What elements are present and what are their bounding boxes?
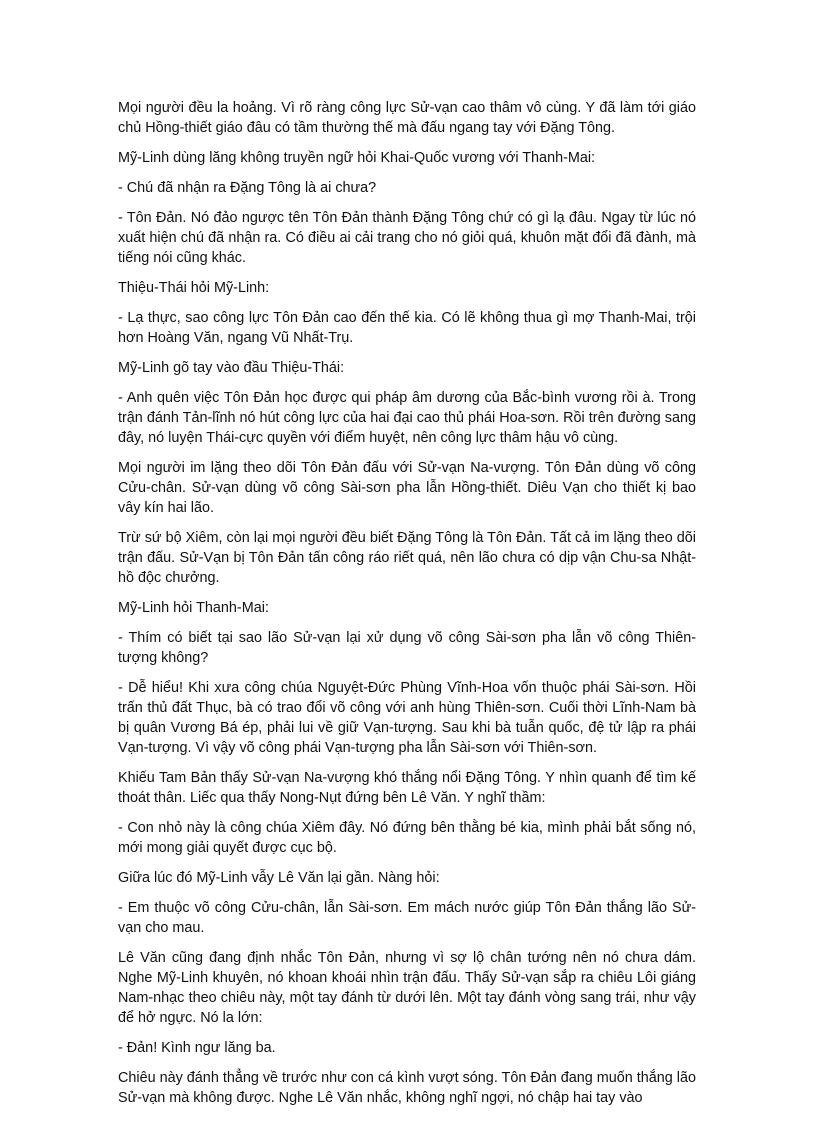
paragraph-3: - Chú đã nhận ra Đặng Tông là ai chưa? [118, 180, 377, 196]
paragraph-20: Chiêu này đánh thẳng về trước như con cá kình vượt sóng. Tôn Đản đang muốn thắng lão Sử-vạn mà không được. Nghe Lê Văn nhắc, không nghĩ ngợi, nó chập hai tay vào [118, 1070, 696, 1106]
paragraph-17: - Em thuộc võ công Cửu-chân, lẫn Sài-sơn. Em mách nước giúp Tôn Đản thắng lão Sử-vạn cho mau. [118, 900, 696, 936]
paragraph-2: Mỹ-Linh dùng lăng không truyền ngữ hỏi Khai-Quốc vương với Thanh-Mai: [118, 150, 596, 166]
paragraph-10: Trừ sứ bộ Xiêm, còn lại mọi người đều biết Đặng Tông là Tôn Đản. Tất cả im lặng theo dõi trận đấu. Sử-Vạn bị Tôn Đản tấn công ráo riết quá, nên lão chưa có dịp vận Chu-sa Nhật-hồ độc chưởng. [118, 530, 696, 586]
paragraph-6: - Lạ thực, sao công lực Tôn Đản cao đến thế kia. Có lẽ không thua gì mợ Thanh-Mai, trội hơn Hoàng Văn, ngang Vũ Nhất-Trụ. [118, 310, 696, 346]
paragraph-7: Mỹ-Linh gõ tay vào đầu Thiệu-Thái: [118, 360, 345, 376]
paragraph-11: Mỹ-Linh hỏi Thanh-Mai: [118, 600, 269, 616]
paragraph-18: Lê Văn cũng đang định nhắc Tôn Đản, nhưng vì sợ lộ chân tướng nên nó chưa dám. Nghe Mỹ-Linh khuyên, nó khoan khoái nhìn trận đấu. Thấy Sử-vạn sắp ra chiêu Lôi giáng Nam-nhạc theo chiêu này, một tay đánh từ dưới lên. Một tay đánh vòng sang trái, như vậy để hở ngực. Nó la lớn: [118, 950, 696, 1026]
paragraph-5: Thiệu-Thái hỏi Mỹ-Linh: [118, 280, 270, 296]
paragraph-19: - Đản! Kình ngư lăng ba. [118, 1040, 276, 1056]
paragraph-9: Mọi người im lặng theo dõi Tôn Đản đấu với Sử-vạn Na-vượng. Tôn Đản dùng võ công Cửu-chân. Sử-vạn dùng võ công Sài-sơn pha lẫn Hồng-thiết. Diêu Vạn cho thiết kị bao vây kín hai lão. [118, 460, 696, 516]
paragraph-12: - Thím có biết tại sao lão Sử-vạn lại xử dụng võ công Sài-sơn pha lẫn võ công Thiên-tượng không? [118, 630, 696, 666]
paragraph-1: Mọi người đều la hoảng. Vì rõ ràng công lực Sử-vạn cao thâm vô cùng. Y đã làm tới giáo chủ Hồng-thiết giáo đâu có tầm thường thế mà đấu ngang tay với Đặng Tông. [118, 100, 696, 136]
paragraph-4: - Tôn Đản. Nó đảo ngược tên Tôn Đản thành Đặng Tông chứ có gì lạ đâu. Ngay từ lúc nó xuất hiện chú đã nhận ra. Có điều ai cải trang cho nó giỏi quá, khuôn mặt đổi đã đành, mà tiếng nói cũng khác. [118, 210, 696, 266]
paragraph-14: Khiếu Tam Bản thấy Sử-vạn Na-vượng khó thắng nổi Đặng Tông. Y nhìn quanh để tìm kế thoát thân. Liếc qua thấy Nong-Nụt đứng bên Lê Văn. Y nghĩ thầm: [118, 770, 696, 806]
paragraph-15: - Con nhỏ này là công chúa Xiêm đây. Nó đứng bên thằng bé kia, mình phải bắt sống nó, mới mong giải quyết được cục bộ. [118, 820, 696, 856]
paragraph-8: - Anh quên việc Tôn Đản học được qui pháp âm dương của Bắc-bình vương rồi à. Trong trận đánh Tản-lĩnh nó hút công lực của hai đại cao thủ phái Hoa-sơn. Rồi trên đường sang đây, nó luyện Thái-cực quyền với điểm huyệt, nên công lực thâm hậu vô cùng. [118, 390, 696, 446]
paragraph-16: Giữa lúc đó Mỹ-Linh vẫy Lê Văn lại gần. Nàng hỏi: [118, 870, 440, 886]
paragraph-13: - Dễ hiểu! Khi xưa công chúa Nguyệt-Đức Phùng Vĩnh-Hoa vốn thuộc phái Sài-sơn. Hồi trấn thủ đất Thục, bà có trao đổi võ công với anh hùng Thiên-sơn. Cuối thời Lĩnh-Nam bà bị quân Vương Bá ép, phải lui về giữ Vạn-tượng. Sau khi bà tuẫn quốc, đệ tử lập ra phái Vạn-tượng. Vì vậy võ công phái Vạn-tượng pha lẫn Sài-sơn với Thiên-sơn. [118, 680, 696, 756]
document-page [118, 98, 696, 1118]
